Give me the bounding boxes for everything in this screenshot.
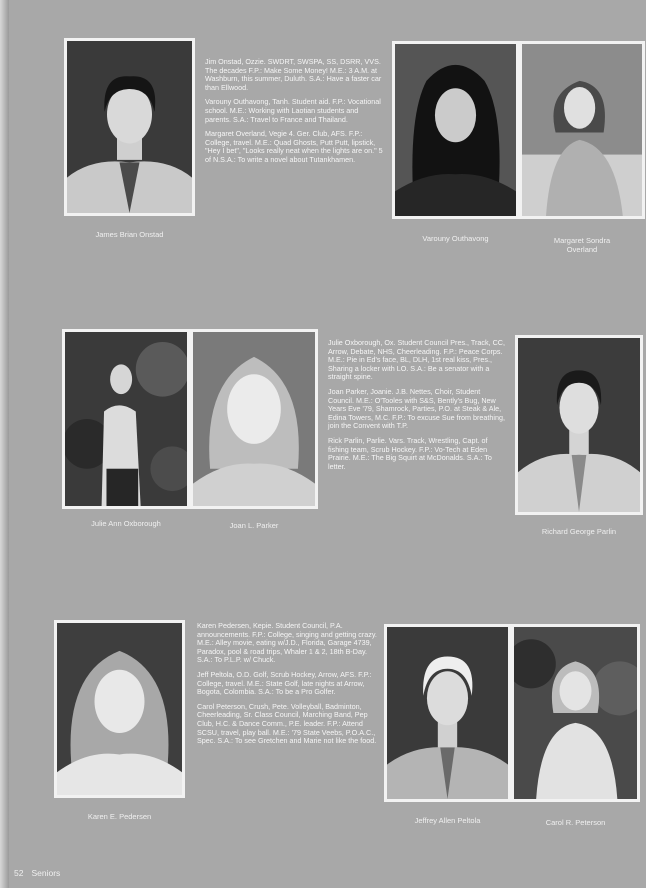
page-binding-edge [0, 0, 9, 888]
caption-richard-parlin: Richard George Parlin [541, 527, 617, 536]
bio-peterson: Carol Peterson, Crush, Pete. Volleyball, Badminton, Cheerleading, Sr. Class Council, Marching Band, Pep Club, H.C. & Dance Comm., P.E. leader. F.P.: Attend SCSU, travel, play ball. M.E.: '79 State Veebs, P.O.A.C., Spec. S.A.: To see Gretchen and Marie not like the food. [197, 701, 377, 746]
caption-varouny-outhavong: Varouny Outhavong [422, 234, 489, 243]
portrait-jeffrey-peltola [384, 624, 511, 802]
caption-margaret-overland-line1: Margaret Sondra [553, 236, 611, 245]
bio-block-1 [205, 58, 385, 171]
bio-peltola: Jeff Peltola, O.D. Golf, Scrub Hockey, Arrow, AFS. F.P.: College, travel. M.E.: State Golf, late nights at Arrow, Bogota, Colombia. S.A.: To be a Pro Golfer. [197, 669, 372, 697]
caption-karen-pedersen: Karen E. Pedersen [87, 812, 152, 821]
caption-margaret-overland-line2: Overland [566, 245, 598, 254]
page-folio [14, 868, 68, 878]
caption-james-onstad: James Brian Onstad [95, 230, 164, 239]
bio-parker: Joan Parker, Joanie. J.B. Nettes, Choir, Student Council. M.E.: O'Tooles with S&S, Bently's Bug, New Years Eve '79, Shamrock, Parties, P.O. at Steak & Ale, Edina Towers, M.C. F.P.: To excuse Sue from breathing, join the Convent with T.P. [328, 386, 505, 431]
bio-parlin: Rick Parlin, Parlie. Vars. Track, Wrestling, Capt. of fishing team, Scrub Hockey. F.P.: Vo-Tech at Eden Prairie. M.E.: The Big Squirt at McDonalds. S.A.: To letter. [328, 435, 492, 471]
bio-overland: Margaret Overland, Vegie 4. Ger. Club, AFS. F.P.: College, travel. M.E.: Quad Ghosts, Putt Putt, lipstick, "Hey I bet", "Looks really neat when the lights are on." 5 of N.S.A.: To write a novel about Tutankhamen. [205, 129, 383, 164]
section-name: Seniors [31, 868, 61, 878]
portrait-joan-parker [190, 329, 318, 509]
caption-julie-oxborough: Julie Ann Oxborough [91, 519, 161, 528]
caption-jeffrey-peltola: Jeffrey Allen Peltola [414, 816, 481, 825]
portrait-carol-peterson [511, 624, 640, 802]
caption-joan-parker: Joan L. Parker [229, 521, 279, 530]
portrait-julie-oxborough [62, 329, 190, 509]
portrait-richard-parlin [515, 335, 643, 515]
bio-block-2 [328, 339, 508, 477]
portrait-karen-pedersen [54, 620, 185, 798]
bio-oxborough: Julie Oxborough, Ox. Student Council Pres., Track, CC, Arrow, Debate, NHS, Cheerleading. F.P.: Peace Corps. M.E.: Pie in Ed's face, BL, DLH, 1st real kiss, Pres., Sharing a locker with LO. S.A.: Be a senator with a straight spine. [328, 338, 505, 382]
bio-block-3 [197, 622, 381, 752]
bio-outhavong: Varouny Outhavong, Tanh. Student aid. F.P.: Vocational school. M.E.: Working with Laotian students and parents. S.A.: Travel to France and Thailand. [205, 97, 381, 124]
portrait-margaret-overland [519, 41, 645, 219]
page-number: 52 [14, 868, 24, 878]
caption-margaret-overland [519, 236, 645, 254]
bio-onstad: Jim Onstad, Ozzie. SWDRT, SWSPA, SS, DSRR, VVS. The decades F.P.: Make Some Money! M.E.: 3 A.M. at Washburn, this summer, Duluth. S.A.: Have a faster car than Ellwood. [205, 57, 382, 92]
bio-pedersen: Karen Pedersen, Kepie. Student Council, P.A. announcements. F.P.: College, singing and getting crazy. M.E.: Alley movie, eating w/J.D., Florida, Garage 4739, Paradox, pool & road trips, Whaler 1 & 2, 18th B-Day. S.A.: To P.L.P. w/ Chuck. [197, 621, 377, 665]
portrait-james-onstad [64, 38, 195, 216]
portrait-varouny-outhavong [392, 41, 519, 219]
caption-carol-peterson: Carol R. Peterson [545, 818, 606, 827]
